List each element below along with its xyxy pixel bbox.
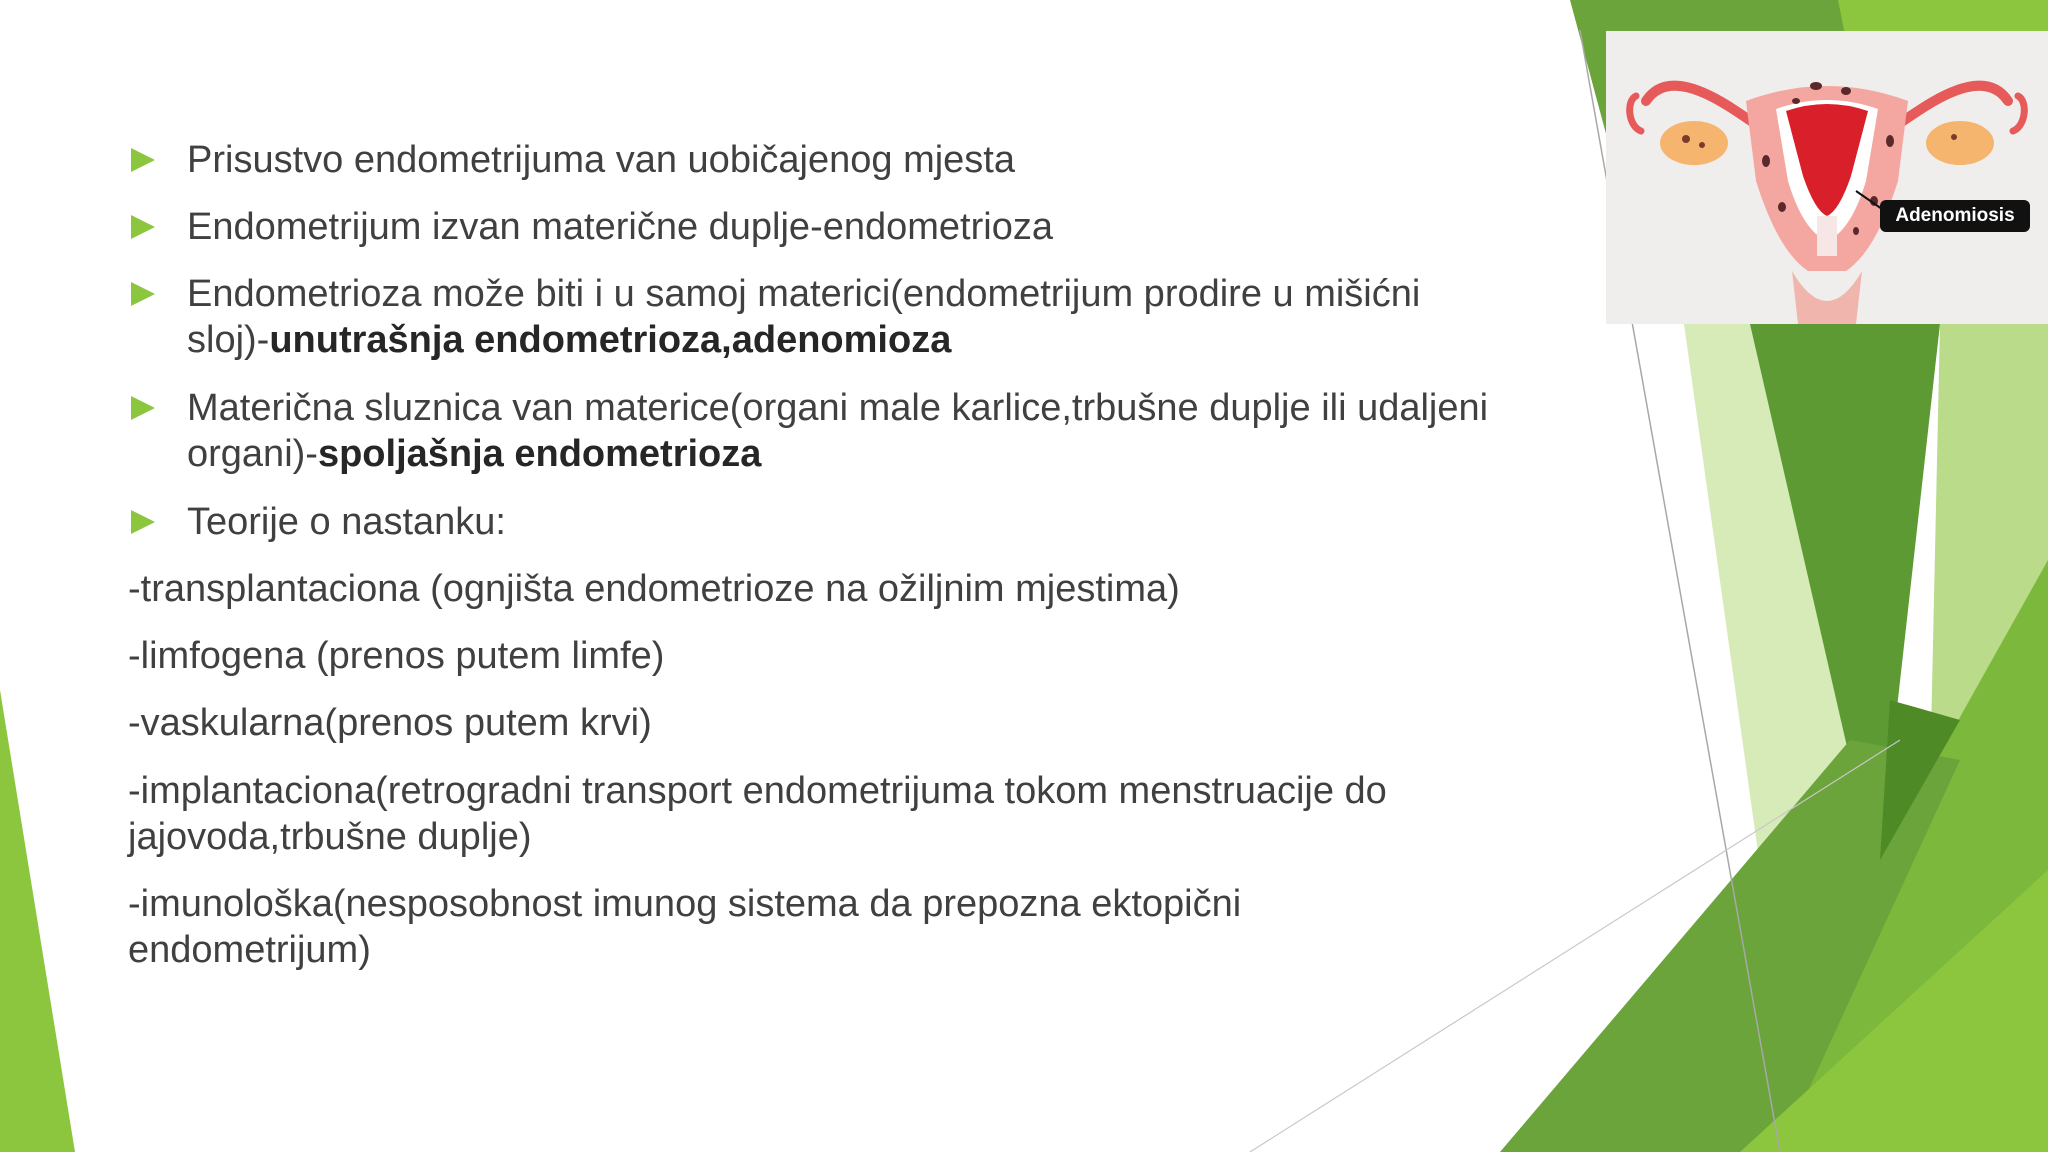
theory-1-text: -transplantaciona (ognjišta endometrioze na ožiljnim mjestima)	[128, 568, 1180, 610]
arrow-bullet-icon	[131, 396, 155, 420]
arrow-bullet-icon	[131, 148, 155, 172]
uterus-illustration	[1606, 31, 2048, 324]
bullet-2	[187, 204, 1567, 250]
bullet-1-text: Prisustvo endometrijuma van uobičajenog mjesta	[187, 139, 1015, 181]
bullet-3	[187, 271, 1567, 363]
bullet-3-text-line-2	[187, 317, 1567, 363]
bullet-3-text-bold: unutrašnja endometrioza,adenomioza	[269, 319, 952, 361]
bullet-4-text-line-1: Materična sluznica van materice(organi male karlice,trbušne duplje ili udaljeni	[187, 387, 1489, 429]
theory-4	[128, 768, 1568, 860]
arrow-bullet-icon	[131, 215, 155, 239]
bullet-1	[187, 137, 1567, 183]
bullet-2-text: Endometrijum izvan materične duplje-endometrioza	[187, 206, 1053, 248]
theory-2-text: -limfogena (prenos putem limfe)	[128, 635, 665, 677]
arrow-bullet-icon	[131, 510, 155, 534]
theory-5-text-line-1: -imunološka(nesposobnost imunog sistema da prepozna ektopični	[128, 883, 1242, 925]
bullet-5	[187, 499, 1567, 545]
bullet-4-text-prefix: organi)-	[187, 433, 318, 475]
bullet-5-text: Teorije o nastanku:	[187, 501, 506, 543]
theory-4-text-line-1: -implantaciona(retrogradni transport endometrijuma tokom menstruacije do	[128, 770, 1387, 812]
theory-5	[128, 881, 1568, 973]
theory-3	[128, 700, 1568, 746]
bullet-4-text-bold: spoljašnja endometrioza	[317, 433, 762, 475]
theory-5-text-line-2: endometrijum)	[128, 929, 371, 971]
bullet-3-text-line-1: Endometrioza može biti i u samoj materici(endometrijum prodire u mišićni	[187, 273, 1421, 315]
theory-1	[128, 566, 1568, 612]
theory-3-text: -vaskularna(prenos putem krvi)	[128, 702, 652, 744]
uterus-icon	[1606, 31, 2048, 324]
bullet-4	[187, 385, 1567, 477]
bullet-3-text-prefix: sloj)-	[187, 319, 270, 361]
bullet-4-text-line-2	[187, 431, 1567, 477]
adenomiosis-label: Adenomiosis	[1880, 200, 2030, 232]
theory-2	[128, 633, 1568, 679]
theory-4-text-line-2: jajovoda,trbušne duplje)	[128, 816, 532, 858]
arrow-bullet-icon	[131, 282, 155, 306]
